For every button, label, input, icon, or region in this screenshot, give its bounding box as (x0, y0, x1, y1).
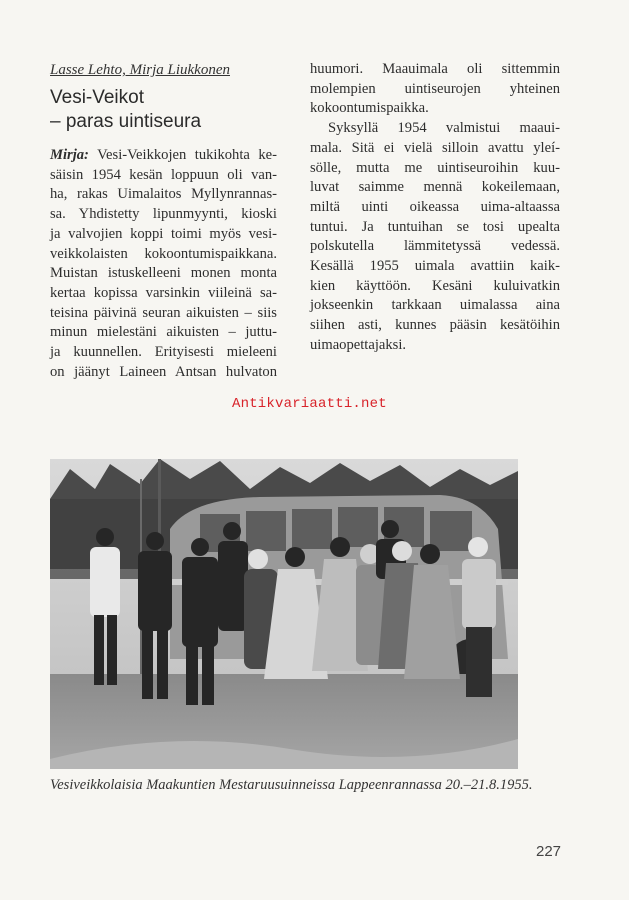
text-segment: Vesi-Veikkojen tukikohta ke- (88, 147, 277, 163)
right-text-column (310, 60, 560, 356)
text-line: sölle, mutta me uintiseuroihin kuu- (310, 159, 560, 176)
text-line: molempien uintiseurojen yhteinen (310, 80, 560, 97)
article-title (50, 86, 290, 134)
text-line: ha, rakas Uimalaitos Myllynrannas- (50, 186, 277, 203)
left-text-column (50, 146, 277, 382)
text-line: huumori. Maauimala oli sittemmin (310, 61, 560, 77)
text-line: miltä uinti oikeassa uima-altaassa (310, 198, 560, 215)
text-line: kokoontumispaikka. (310, 100, 429, 117)
text-line: siihen asti, kunnes pääsin kesätöihin (310, 317, 560, 334)
text-line (50, 146, 277, 166)
text-line: sa. Yhdistetty lipunmyynti, kioski (50, 206, 277, 223)
article-title-line: – paras uintiseura (50, 111, 202, 132)
speaker-label: Mirja: (50, 147, 89, 163)
text-line: Muistan istuskelleeni monen monta (50, 265, 277, 282)
text-line: on jäänyt Laineen Antsan hulvaton (50, 363, 277, 380)
text-line: tuntui. Ja tuntuihan se tosi upealta (310, 218, 560, 235)
text-line: mala. Sitä ei vielä silloin avattu yleí- (310, 139, 560, 156)
text-line: uimaopettajaksi. (310, 336, 407, 353)
text-line: ja kuunnellen. Erityisesti mieleeni (50, 344, 277, 361)
text-line: jokseenkin tarkkaan uimalassa aina (310, 297, 560, 314)
text-line: Kesällä 1955 uimala avattiin kaik- (310, 258, 560, 275)
text-line: luvat saimme mennä kokeilemaan, (310, 179, 560, 196)
text-line: ja valvojien koppi toimi myös vesi- (50, 225, 277, 242)
page-number: 227 (536, 843, 562, 860)
text-line: Syksyllä 1954 valmistui maaui- (328, 120, 560, 137)
text-line: polskutella lämmitetyssä vedessä. (310, 238, 560, 255)
text-line: teisina päivinä seuran aikuisten – siis (50, 304, 277, 321)
text-line: säisin 1954 kesän loppuun oli van- (50, 166, 277, 183)
photo-caption: Vesiveikkolaisia Maakuntien Mestaruusuinneissa Lappeenrannassa 20.–21.8.1955. (50, 777, 533, 793)
text-line: minun mielestäni aikuisten – juttu- (50, 324, 277, 341)
article-authors: Lasse Lehto, Mirja Liukkonen (50, 62, 230, 78)
text-line: veikkolaisten kokoontumispaikkana. (50, 245, 277, 262)
text-line: kien käyttöön. Kesäni kuluivatkin (310, 277, 560, 294)
article-title-line: Vesi-Veikot (50, 87, 144, 108)
group-photo (50, 459, 518, 769)
watermark-text: Antikvariaatti.net (232, 396, 387, 412)
group-photo-illustration (50, 459, 518, 769)
text-line: kertaa kopissa varsinkin viileinä sa- (50, 284, 277, 301)
